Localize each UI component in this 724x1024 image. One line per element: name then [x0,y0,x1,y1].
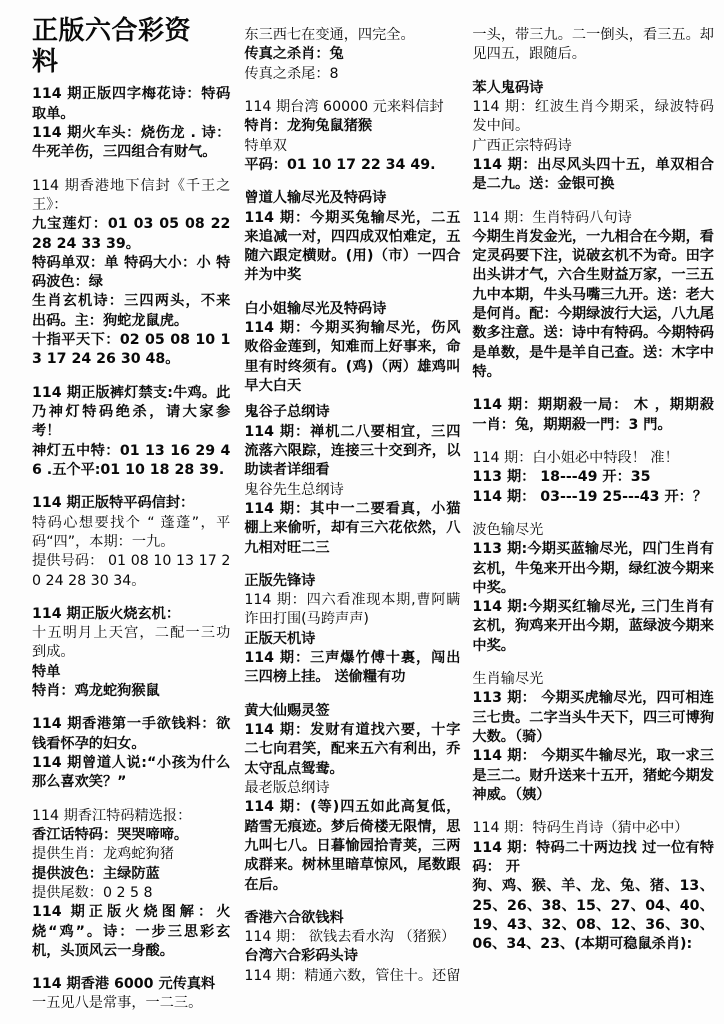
spacer [32,961,230,975]
section-shengxiao-bajushi [472,209,714,383]
section-line: 114 期：精通六数，管住十。还留 [244,967,461,984]
spacer [244,12,460,26]
section-line: 神灯五中特：01 13 16 29 46 .五个平:01 10 18 28 39. [32,442,231,478]
spacer [244,84,460,98]
spacer [472,805,714,819]
page-title-line-1: 正版六合彩资 [32,16,192,46]
section-line: 114 期：今期买兔输尽光，二五来追减一对，四四成双怕难定，五随六跟定横财。(用)（市）一四合并为中奖 [244,209,461,284]
section-line: 114 期：生肖特码八句诗 [472,209,632,226]
spacer [472,656,714,670]
section-line: 一五见八是常事，一二三。 [32,995,203,1012]
section-xiangjiang-jingxuanbao [32,807,230,962]
section-line: 一头，带三九。二一倒头，看三五。却见四五，跟随后。 [472,27,714,63]
section-line: 114 期火车头：烧伤龙 . 诗：牛死羊伤，三四组合有财气。 [32,124,231,161]
spacer [472,195,714,209]
section-zengdaoren-shujinguang [244,189,460,286]
section-line: 114 期： 今期买牛输尽光，取一求三是三二。财升送来十五开，猪蛇今期发神威。（姨） [472,748,714,803]
section-line: 十五明月上天宫，二配一三功到成。 [32,625,231,661]
section-line: 十指平天下：02 05 08 10 13 17 24 26 30 48。 [32,332,231,368]
section-line: 波色输尽光 [472,521,544,538]
spacer [32,591,230,605]
section-line: 特肖：鸡龙蛇狗猴鼠 [32,683,160,700]
spacer [472,435,714,449]
section-line: 114 期：四六看准现本期,曹阿瞒诈田打围(马跨声声) [244,592,461,628]
section-line: 提供号码： 01 08 10 13 17 20 24 28 30 34。 [32,553,231,589]
spacer [32,370,230,384]
section-line: 鬼谷子总纲诗 [244,404,330,421]
section-diyishou-qianliao [32,715,230,792]
section-line: 114 期:今期买红输尽光, 三门生肖有玄机，狗鸡来开出今期，蓝绿波今期来中奖。 [472,599,714,654]
section-taiwan-60000-xinfeng [244,98,460,175]
section-line: 曾道人输尽光及特码诗 [244,190,387,207]
section-line: 特码单双：单 特码大小：小 特码波色：绿 [32,254,231,291]
section-tema-shengxiaoshi [472,819,714,954]
section-line: 114 期： 欲钱去看水沟 （猪猴） [244,929,456,946]
section-guiguzi-zonggangshi [244,403,460,558]
section-bose-shujinguang [472,521,714,656]
section-benren-guimashi [472,79,714,195]
section-tepingma-xinfeng [32,494,230,591]
section-line: 香江话特码：哭哭啼啼。 [32,826,189,843]
section-line: 特单 [32,663,61,680]
section-line: 114 期曾道人说:“小孩为什么那么喜欢笑？” [32,755,231,791]
section-baixiaojie-shujinguang [244,300,460,397]
section-line: 114 期正版火烧图解：火烧“鸡”。诗：一步三思彩玄机，头顶风云一身酸。 [32,904,231,959]
section-line: 传真之杀尾：8 [244,65,339,82]
spacer [244,175,460,189]
spacer [32,163,230,177]
spacer [244,558,460,572]
section-xianggang-liuhe-qianliao [244,909,460,986]
section-line: 114 期正版火烧玄机： [32,605,181,622]
section-line: 114 期：三声爆竹傅十裏，闯出三四榜上挂。 送偷糧有功 [244,650,461,686]
section-sibaomeihua [32,85,230,162]
section-line: 114 期正版特平码信封： [32,495,195,512]
section-line: 特肖：龙狗兔鼠猪猴 [244,118,373,135]
spacer [472,12,714,26]
section-line: 114 期：期期殺一局： 木 ，期期殺一肖：兔，期期殺一門：3 門。 [472,397,714,433]
section-line: 台湾六合彩码头诗 [244,948,358,965]
section-xianggang-6000-chuanzhen [32,975,230,1014]
section-baixiaojie-bizhong [472,449,714,507]
spacer [32,793,230,807]
section-line: 113 期： 今期买虎输尽光，四可相连三七贵。二字当头牛天下，四三可博狗大数。（骑） [472,690,714,745]
section-line: 正版天机诗 [244,630,316,647]
section-line: 东三西七在变通，四完全。 [244,27,415,43]
section-line: 提供尾数：0 2 5 8 [32,884,153,901]
section-line: 香港六合欲钱料 [244,909,344,926]
section-line: 114 期：红波生肖今期采，绿波特码发中间。 [472,98,714,135]
page-title-line-2: 料 [32,46,59,77]
section-line: 广西正宗特码诗 [472,137,572,154]
spacer [244,688,460,702]
section-line: 114 期香港地下信封《千王之王》： [32,177,231,213]
section-line: 114 期香江特码精选报： [32,807,192,824]
spacer [244,396,460,403]
spacer [32,701,230,715]
section-line: 114 期：白小姐必中特段！ 准！ [472,449,679,466]
section-line: 特单双 [244,137,287,154]
section-line: 114 期：今期买狗输尽光，伤风败俗金莲到，知难而上好事来，命里有时终须有。(鸡)（两）雄鸡叫早大白天 [244,320,461,394]
section-chuanzhen-top [244,26,460,84]
section-line: 狗、鸡、猴、羊、龙、兔、猪、13、25、26、38、15、27、04、40、19、43、32、08、12、36、30、06、34、23、(本期可稳鼠杀肖): [472,878,714,953]
section-qiqisha-yiju [472,396,714,435]
section-line: 最老版总纲诗 [244,779,330,796]
section-chuanzhen-cont [472,26,714,65]
three-column-layout [6,12,718,1016]
section-shengxiao-shujinguang [472,670,714,805]
section-line: 114 期正版四字梅花诗：特码取单。 [32,86,231,122]
section-huoshao-xuanji [32,605,230,702]
section-line: 白小姐输尽光及特码诗 [244,300,387,317]
section-line: 传真之杀肖：兔 [244,46,344,63]
spacer [472,382,714,396]
section-line: 鬼谷先生总纲诗 [244,481,344,498]
section-line: 114 期：其中一二要看真，小猫棚上来偷听，却有三六花依然，八九相对旺二三 [244,500,461,556]
section-line: 114 期：特码二十两边找 过一位有特码： 开 [472,839,714,875]
section-huangdaxian-lingqian [244,702,460,895]
section-xianggang-dixia-xinfeng [32,177,230,370]
section-line: 正版先锋诗 [244,572,316,589]
section-line: 黄大仙赐灵签 [244,702,330,719]
section-zhengban-xianfengshi [244,572,460,688]
section-line: 114 期：特码生肖诗（猜中必中） [472,820,689,837]
section-line: 114 期： 03---19 25---43 开：？ [472,488,708,505]
spacer [472,507,714,521]
section-shendeng-jinzhi [32,384,230,481]
spacer [244,895,460,909]
page-title [32,16,230,77]
section-line: 提供生肖：龙鸡蛇狗猪 [32,846,174,863]
section-line: 114 期正版裤灯禁支:牛鸡。此乃神灯特码绝杀，请大家参考！ [32,384,231,440]
section-line: 114 期台湾 60000 元来料信封 [244,98,444,115]
spacer [32,480,230,494]
section-line: 113 期： 18---49 开：35 [472,469,651,486]
column-right [466,12,718,1016]
section-line: 九宝莲灯：01 03 05 08 22 28 24 33 39。 [32,216,231,252]
section-line: 114 期：禅机二八要相宜，三四流落六限踪，连接三十交到齐，以助读者详细看 [244,423,461,479]
section-line: 114 期香港 6000 元传真料 [32,976,216,993]
spacer [244,286,460,300]
section-line: 114 期：发财有道找六要，十字二七向君笑，配来五六有利出，乔太守乱点鸳鸯。 [244,722,461,777]
section-line: 生肖玄机诗：三四两头，不来出码。主：狗蛇龙鼠虎。 [32,293,231,329]
section-line: 提供波色：主绿防蓝 [32,865,160,882]
spacer [472,65,714,79]
section-line: 今期生肖发金光，一九相合在今期，看定灵码要下注，说破玄机不为奇。田字出头讲才气，六合生财益万家，一三五九中本期，牛头马嘴三九开。送：老大是何肖。配：今期绿波行大运，八九尾数多注意。送：诗中有特码。今期特码是单数，是牛是羊自己查。送：木字中特。 [472,228,714,380]
section-line: 苯人鬼码诗 [472,79,544,96]
section-line: 113 期:今期买蓝输尽光，四门生肖有玄机，牛兔来开出今期，绿红波今期来中奖。 [472,541,714,596]
column-left [6,12,238,1016]
section-line: 114 期：(等)四五如此高复低，踏雪无痕迹。梦后倚楼无限情，思九叫七八。日暮愉园拾青荚，三两成群来。树林里暗草惊风，尾数跟在后。 [244,799,461,893]
section-line: 平码：01 10 17 22 34 49. [244,156,436,173]
section-line: 114 期：出尽风头四十五，单双相合是二九。送：金银可换 [472,156,714,193]
section-line: 114 期香港第一手欲钱料：欲钱看怀孕的妇女。 [32,716,231,752]
column-middle [238,12,466,1016]
section-line: 特码心想要找个 “ 蓬蓬”，平码“四”，本期：一九。 [32,514,231,550]
section-line: 生肖输尽光 [472,671,544,688]
